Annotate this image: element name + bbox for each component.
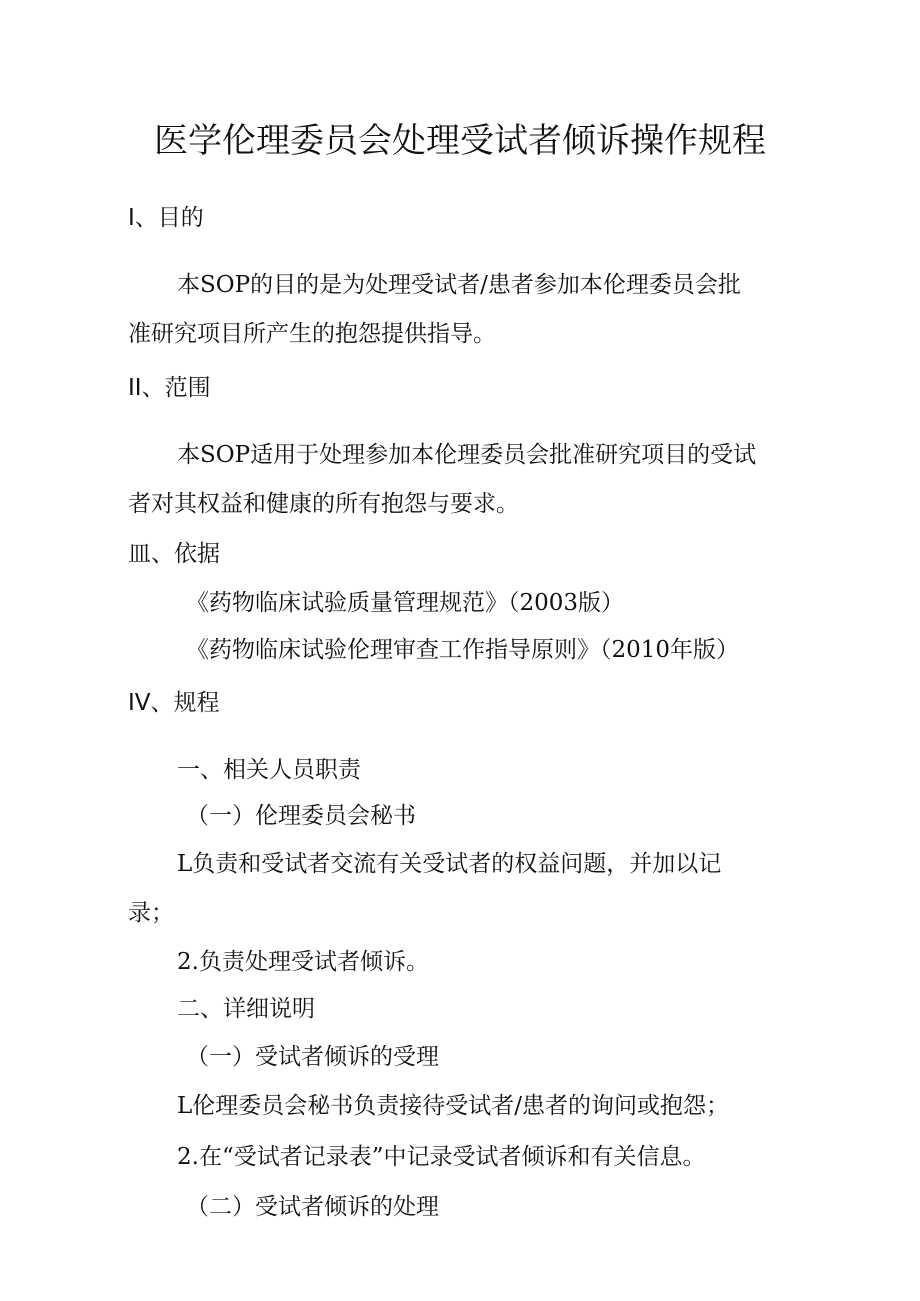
subsubsection-heading-acceptance: （一）受试者倾诉的受理	[186, 1044, 439, 1070]
section-heading-basis: 皿、依据	[128, 541, 220, 567]
section-heading-purpose: I、目的	[128, 205, 204, 231]
list-item: 2.负责处理受试者倾诉。	[177, 949, 429, 975]
list-item: 2.在“受试者记录表”中记录受试者倾诉和有关信息。	[177, 1144, 706, 1170]
scope-paragraph-line-2: 者对其权益和健康的所有抱怨与要求。	[128, 491, 519, 517]
list-item: L伦理委员会秘书负责接待受试者/患者的询问或抱怨；	[177, 1093, 730, 1119]
subsection-heading-responsibilities: 一、相关人员职责	[177, 757, 361, 783]
document-title: 医学伦理委员会处理受试者倾诉操作规程	[154, 121, 766, 161]
section-heading-procedure: IV、规程	[128, 690, 220, 716]
reference-item: 《药物临床试验伦理审查工作指导原则》（2010年版）	[186, 637, 740, 663]
purpose-paragraph-line-1: 本SOP的目的是为处理受试者/患者参加本伦理委员会批	[177, 272, 741, 298]
subsubsection-heading-handling: （二）受试者倾诉的处理	[186, 1194, 439, 1220]
scope-paragraph-line-1: 本SOP适用于处理参加本伦理委员会批准研究项目的受试	[177, 442, 757, 468]
subsection-heading-details: 二、详细说明	[177, 996, 315, 1022]
purpose-paragraph-line-2: 准研究项目所产生的抱怨提供指导。	[128, 321, 496, 347]
list-item-line-2: 录；	[128, 900, 174, 926]
subsubsection-heading-secretary: （一）伦理委员会秘书	[186, 803, 416, 829]
list-item-line-1: L负责和受试者交流有关受试者的权益问题，并加以记	[177, 851, 722, 877]
section-heading-scope: II、范围	[128, 375, 211, 401]
reference-item: 《药物临床试验质量管理规范》（2003版）	[186, 590, 625, 616]
